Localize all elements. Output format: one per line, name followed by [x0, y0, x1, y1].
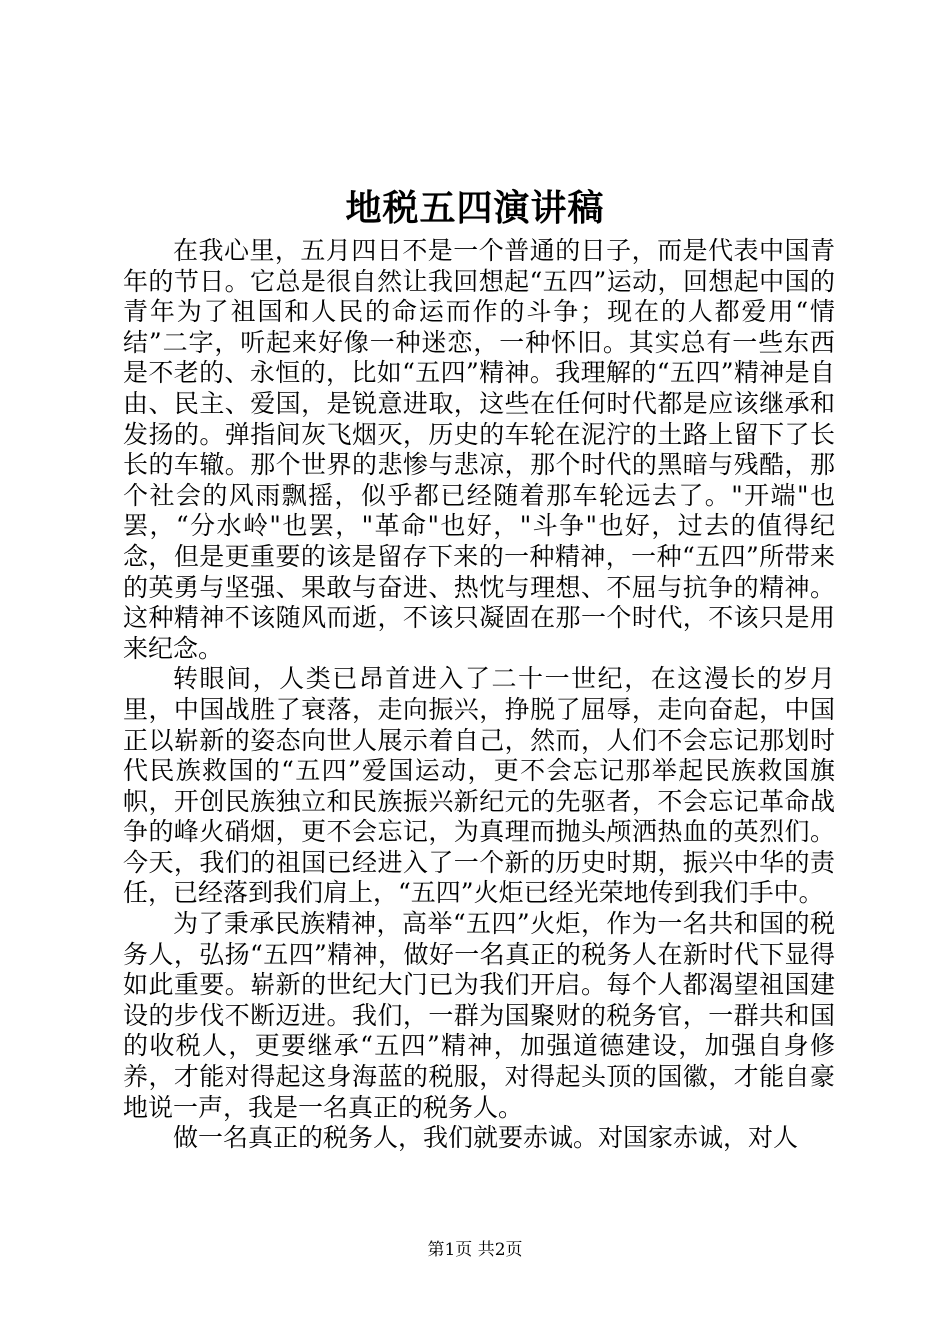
paragraph-2: 转眼间，人类已昂首进入了二十一世纪，在这漫长的岁月里，中国战胜了衰落，走向振兴，挣脱了屈辱，走向奋起，中国正以崭新的姿态向世人展示着自己，然而，人们不会忘记那划时代民族救国的“五四”爱国运动，更不会忘记那举起民族救国旗帜，开创民族独立和民族振兴新纪元的先驱者，不会忘记革命战争的峰火硝烟，更不会忘记，为真理而抛头颅洒热血的英烈们。今天，我们的祖国已经进入了一个新的历史时期，振兴中华的责任，已经落到我们肩上，“五四”火炬已经光荣地传到我们手中。: [123, 664, 835, 908]
page-number-footer: 第1页 共2页: [427, 1240, 523, 1260]
paragraph-4: 做一名真正的税务人，我们就要赤诚。对国家赤诚，对人: [173, 1123, 799, 1153]
paragraph-3: 为了秉承民族精神，高举“五四”火炬，作为一名共和国的税务人，弘扬“五四”精神，做好一名真正的税务人在新时代下显得如此重要。崭新的世纪大门已为我们开启。每个人都渴望祖国建设的步伐不断迈进。我们，一群为国聚财的税务官，一群共和国的收税人，更要继承“五四”精神，加强道德建设，加强自身修养，才能对得起这身海蓝的税服，对得起头顶的国徽，才能自豪地说一声，我是一名真正的税务人。: [123, 909, 835, 1122]
paragraph-1: 在我心里，五月四日不是一个普通的日子，而是代表中国青年的节日。它总是很自然让我回想起“五四”运动，回想起中国的青年为了祖国和人民的命运而作的斗争；现在的人都爱用“情结”二字，听起来好像一种迷恋，一种怀旧。其实总有一些东西是不老的、永恒的，比如“五四”精神。我理解的“五四”精神是自由、民主、爱国，是锐意进取，这些在任何时代都是应该继承和发扬的。弹指间灰飞烟灭，历史的车轮在泥泞的土路上留下了长长的车辙。那个世界的悲惨与悲凉，那个时代的黑暗与残酷，那个社会的风雨飘摇，似乎都已经随着那车轮远去了。"开端"也罢，“分水岭"也罢，"革命"也好，"斗争"也好，过去的值得纪念，但是更重要的该是留存下来的一种精神，一种“五四”所带来的英勇与坚强、果敢与奋进、热忱与理想、不屈与抗争的精神。这种精神不该随风而逝，不该只凝固在那一个时代，不该只是用来纪念。: [123, 236, 835, 663]
document-body: [123, 236, 835, 1154]
document-title: 地税五四演讲稿: [345, 187, 605, 229]
